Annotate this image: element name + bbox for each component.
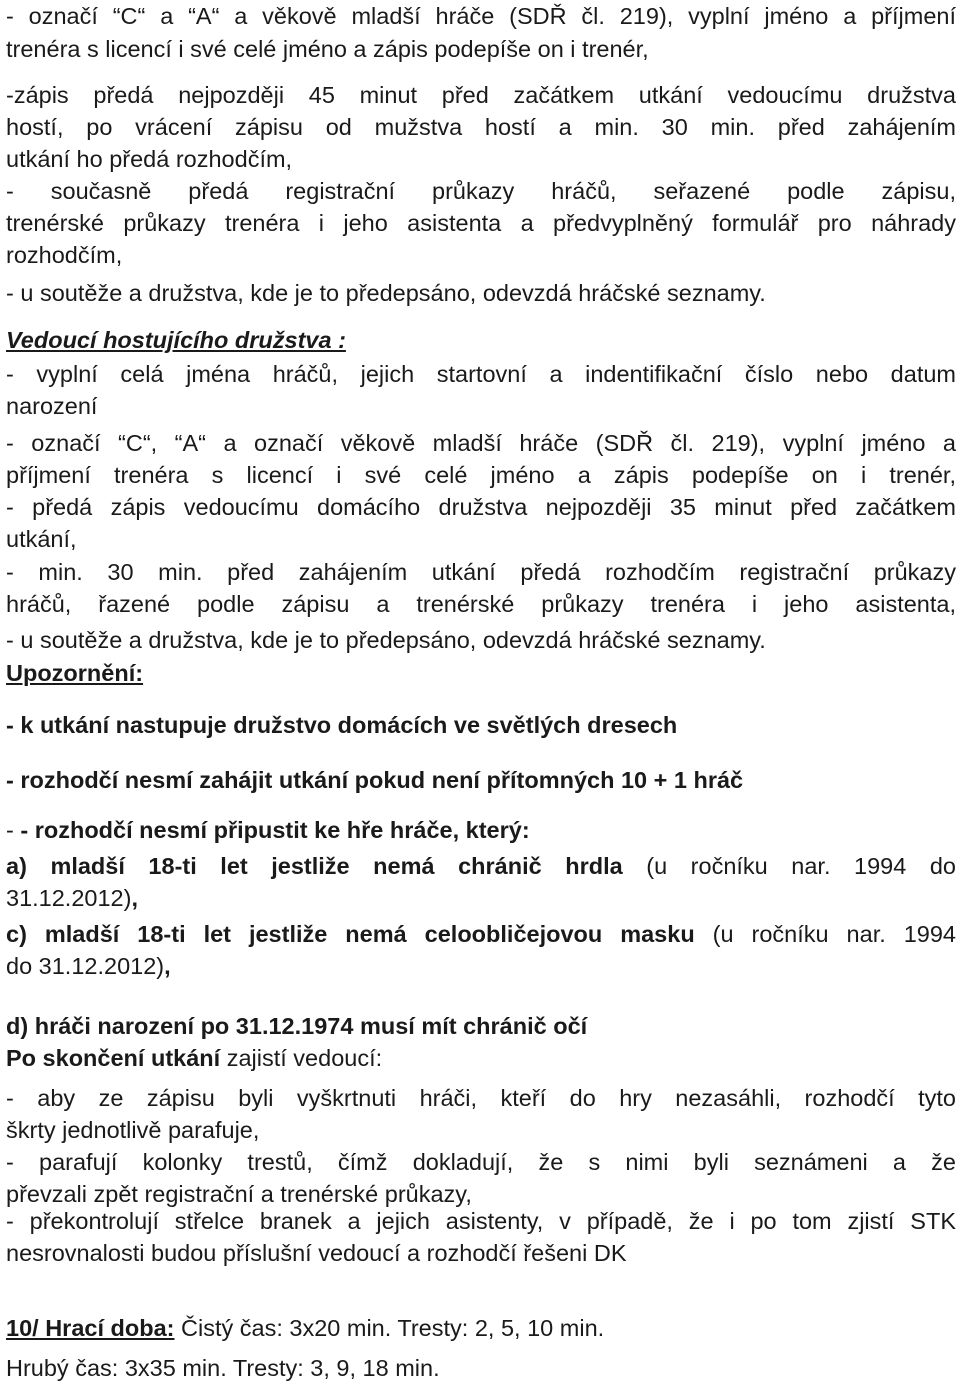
text-line: příjmení trenéra s licencí i své celé jméno a zápis podepíše on i trenér,: [6, 462, 956, 488]
rule-item-bold: a) mladší 18-ti let jestliže nemá chránič hrdla: [6, 853, 623, 879]
text-line: -zápis předá nejpozději 45 minut před začátkem utkání vedoucímu družstva: [6, 82, 956, 108]
rule-item-d: d) hráči narození po 31.12.1974 musí mít chránič očí: [6, 1013, 588, 1039]
heading-text: Upozornění:: [6, 660, 144, 686]
text-line: narození: [6, 393, 98, 419]
rule-line: [6, 818, 956, 844]
rule-item-rest: (u ročníku nar. 1994 do: [622, 853, 956, 879]
gross-time-text: Hrubý čas: 3x35 min. Tresty: 3, 9, 18 min.: [6, 1355, 440, 1381]
text-line: trenéra s licencí i své celé jméno a zápis podepíše on i trenér,: [6, 36, 649, 62]
section-heading-warning: [6, 661, 956, 687]
section-10-playing-time: [6, 1316, 956, 1342]
rule-item-comma: ,: [131, 885, 138, 911]
text-line: - současně předá registrační průkazy hráčů, seřazené podle zápisu,: [6, 178, 956, 204]
rule-item-c: [6, 922, 956, 948]
net-time-text: Čistý čas: 3x20 min. Tresty: 2, 5, 10 min.: [174, 1315, 605, 1341]
text-line: - překontrolují střelce branek a jejich asistenty, v případě, že i po tom zjistí STK: [6, 1208, 956, 1234]
text-line: hráčů, řazené podle zápisu a trenérské průkazy trenéra i jeho asistenta,: [6, 591, 956, 617]
text-line: - označí “C“, “A“ a označí věkově mladší hráče (SDŘ čl. 219), vyplní jméno a: [6, 430, 956, 456]
text-line: - aby ze zápisu byli vyškrtnuti hráči, kteří do hry nezasáhli, rozhodčí tyto: [6, 1085, 956, 1111]
text-line: škrty jednotlivě parafuje,: [6, 1117, 260, 1143]
text-line: - u soutěže a družstva, kde je to předepsáno, odevzdá hráčské seznamy.: [6, 627, 766, 653]
text-line: - u soutěže a družstva, kde je to předepsáno, odevzdá hráčské seznamy.: [6, 280, 766, 306]
rule-line: - rozhodčí nesmí zahájit utkání pokud není přítomných 10 + 1 hráč: [6, 767, 744, 793]
heading-rest: zajistí vedoucí:: [220, 1045, 383, 1071]
heading-text: Vedoucí hostujícího družstva :: [6, 327, 346, 353]
rule-item-comma: ,: [164, 953, 171, 979]
text-line: - označí “C“ a “A“ a věkově mladší hráče (SDŘ čl. 219), vyplní jméno a příjmení: [6, 3, 956, 29]
text-line: rozhodčím,: [6, 242, 123, 268]
rule-item-a-cont: [6, 886, 956, 912]
rule-item-rest: (u ročníku nar. 1994: [694, 921, 956, 947]
text-line: utkání ho předá rozhodčím,: [6, 146, 293, 172]
rule-item-cont: 31.12.2012): [6, 885, 132, 911]
text-line: - vyplní celá jména hráčů, jejich startovní a indentifikační číslo nebo datum: [6, 361, 956, 387]
rule-item-c-cont: [6, 954, 956, 980]
rule-item-cont: do 31.12.2012): [6, 953, 165, 979]
text-line: nesrovnalosti budou příslušní vedoucí a rozhodčí řešeni DK: [6, 1240, 627, 1266]
rule-line: - k utkání nastupuje družstvo domácích ve světlých dresech: [6, 712, 678, 738]
rule-item-a: [6, 854, 956, 880]
section-heading-visitors: [6, 328, 956, 354]
text-line: převzali zpět registrační a trenérské průkazy,: [6, 1181, 472, 1207]
dash: -: [6, 817, 21, 843]
text-line: - min. 30 min. před zahájením utkání předá rozhodčím registrační průkazy: [6, 559, 956, 585]
text-line: - předá zápis vedoucímu domácího družstva nejpozději 35 minut před začátkem: [6, 494, 956, 520]
text-line: utkání,: [6, 526, 77, 552]
heading-bold: Po skončení utkání: [6, 1045, 221, 1071]
text-line: trenérské průkazy trenéra i jeho asistenta a předvyplněný formulář pro náhrady: [6, 210, 956, 236]
section-heading-after-match: [6, 1046, 956, 1072]
rule-item-bold: c) mladší 18-ti let jestliže nemá celoobličejovou masku: [6, 921, 695, 947]
rule-text: - rozhodčí nesmí připustit ke hře hráče, který:: [20, 817, 530, 843]
section-label: 10/ Hrací doba:: [6, 1315, 175, 1341]
text-line: hostí, po vrácení zápisu od mužstva hostí a min. 30 min. před zahájením: [6, 114, 956, 140]
text-line: - parafují kolonky trestů, čímž dokladují, že s nimi byli seznámeni a že: [6, 1149, 956, 1175]
